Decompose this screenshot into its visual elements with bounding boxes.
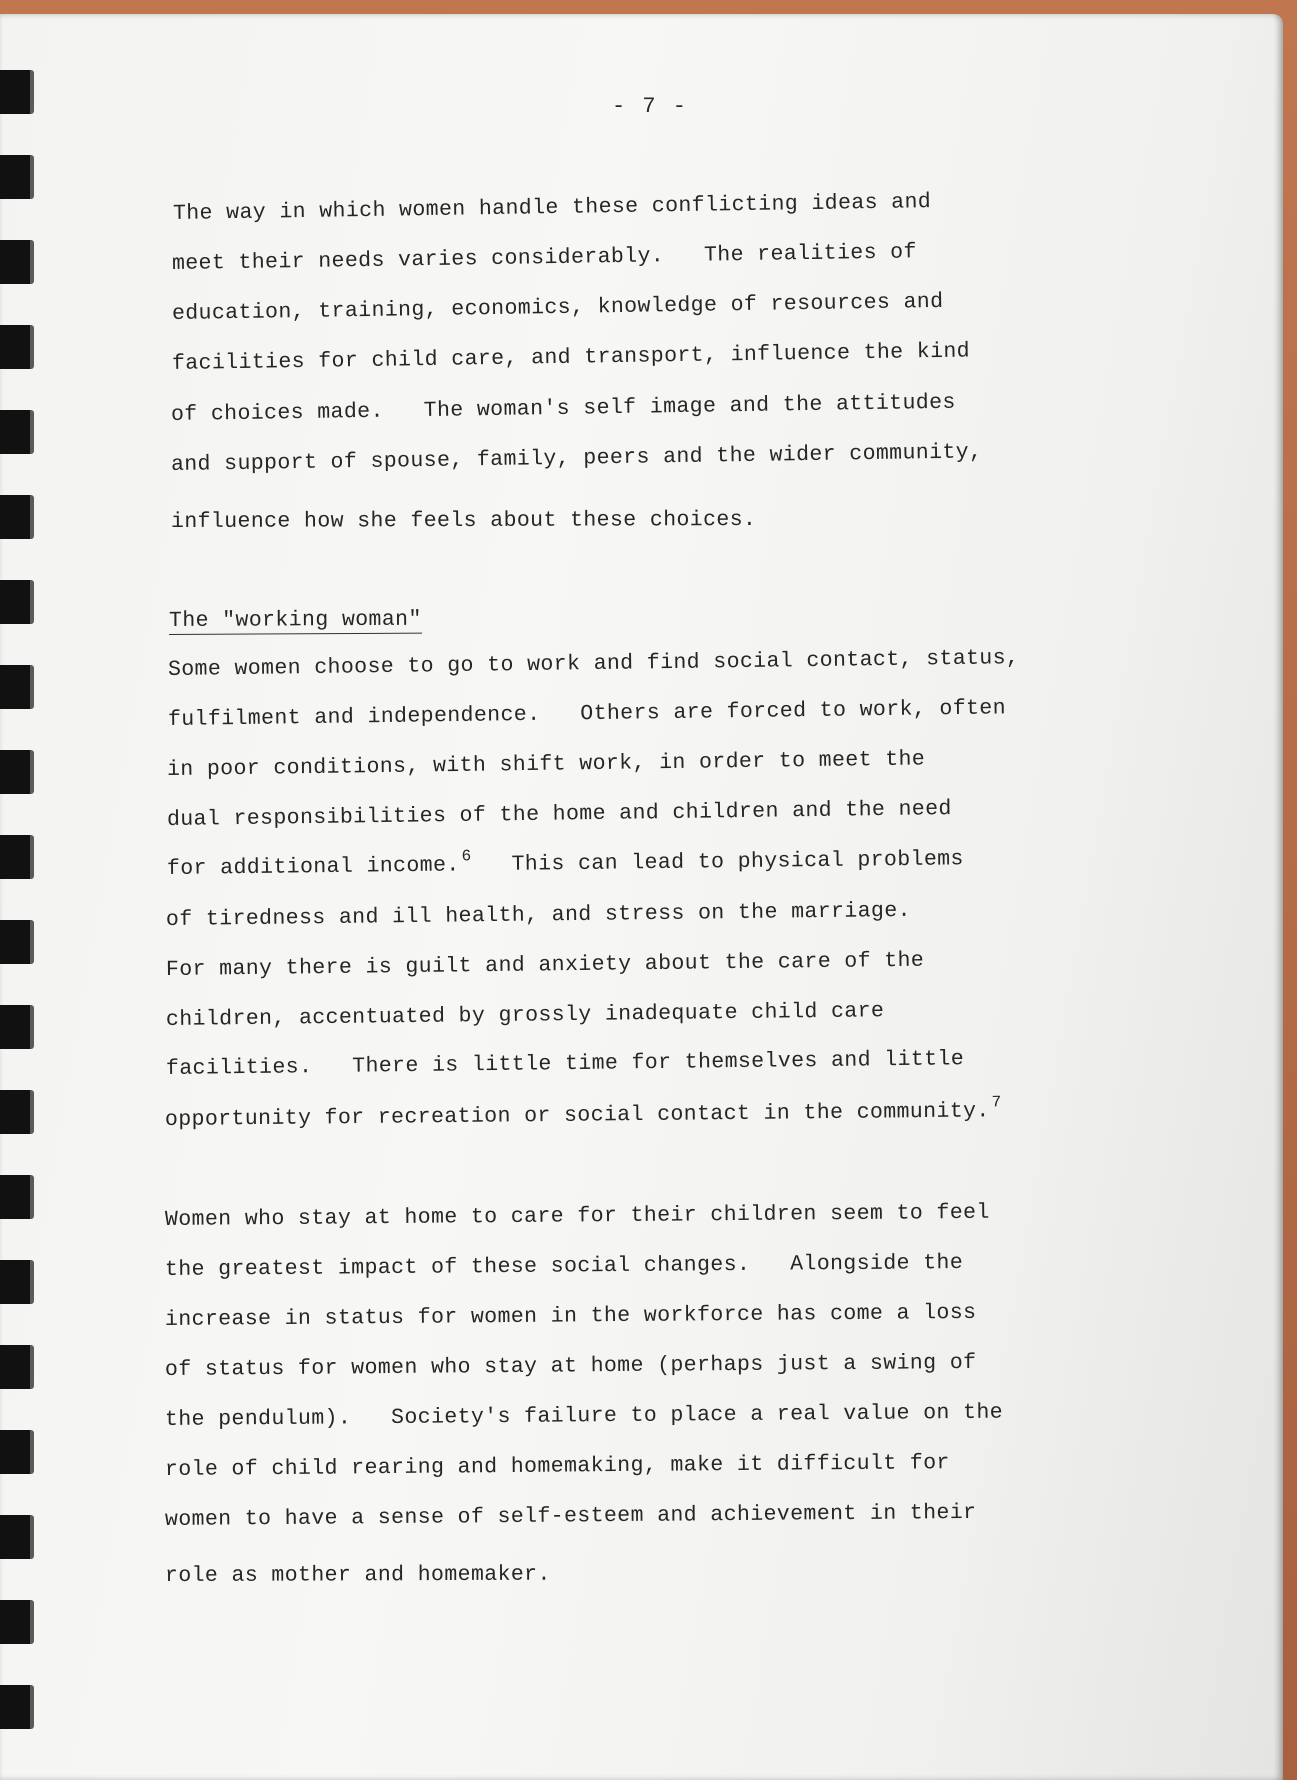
- binding-hole: [0, 1090, 34, 1134]
- paragraph-2-line: facilities. There is little time for themselves and little: [165, 1047, 965, 1081]
- paragraph-3-line: women to have a sense of self-esteem and achievement in their: [164, 1500, 977, 1532]
- paragraph-1-line: meet their needs varies considerably. The realities of: [171, 240, 918, 276]
- paragraph-1-line: and support of spouse, family, peers and the wider community,: [170, 440, 983, 477]
- binding-hole: [0, 1260, 34, 1304]
- binding-hole: [0, 410, 34, 454]
- paragraph-2-text: opportunity for recreation or social contact in the community.: [164, 1099, 990, 1132]
- binding-hole: [0, 1430, 34, 1474]
- binding-hole: [0, 1685, 34, 1729]
- paragraph-3-line: the greatest impact of these social changes. Alongside the: [164, 1251, 964, 1282]
- paragraph-3-line: role of child rearing and homemaking, make it difficult for: [164, 1451, 950, 1482]
- page-number: - 7 -: [611, 94, 688, 119]
- spiral-binding: [0, 14, 42, 1780]
- paragraph-2-line: dual responsibilities of the home and children and the need: [166, 797, 952, 832]
- binding-hole: [0, 750, 34, 794]
- paragraph-2-text: for additional income.: [166, 853, 460, 881]
- paragraph-1-line: facilities for child care, and transport, influence the kind: [171, 339, 971, 376]
- binding-hole: [0, 240, 34, 284]
- binding-hole: [0, 495, 34, 539]
- paragraph-3-line: role as mother and homemaker.: [164, 1562, 551, 1588]
- binding-hole: [0, 1600, 34, 1644]
- section-heading: The "working woman": [168, 607, 422, 633]
- binding-hole: [0, 1005, 34, 1049]
- page-edge-shadow: [1273, 14, 1283, 1780]
- paragraph-1-line: education, training, economics, knowledge of resources and: [171, 289, 944, 326]
- binding-hole: [0, 70, 34, 114]
- paragraph-3-line: Women who stay at home to care for their children seem to feel: [164, 1200, 990, 1232]
- paragraph-3-line: of status for women who stay at home (perhaps just a swing of: [164, 1350, 977, 1382]
- paragraph-2-line: fulfilment and independence. Others are forced to work, often: [167, 696, 1007, 732]
- binding-hole: [0, 835, 34, 879]
- paragraph-2-line: For many there is guilt and anxiety about the care of the: [165, 948, 925, 982]
- paragraph-2-line: in poor conditions, with shift work, in order to meet the: [166, 747, 926, 782]
- binding-hole: [0, 1345, 34, 1389]
- binding-hole: [0, 325, 34, 369]
- paragraph-2-text: This can lead to physical problems: [471, 847, 964, 878]
- paragraph-1-line: of choices made. The woman's self image and the attitudes: [170, 390, 956, 427]
- paragraph-2-line: Some women choose to go to work and find social contact, status,: [167, 646, 1020, 682]
- binding-hole: [0, 665, 34, 709]
- paragraph-1-line: influence how she feels about these choices.: [170, 507, 757, 534]
- binding-hole: [0, 1175, 34, 1219]
- paragraph-2-line: of tiredness and ill health, and stress on the marriage.: [165, 898, 912, 932]
- footnote-marker: 6: [461, 847, 472, 866]
- paragraph-3-line: the pendulum). Society's failure to place a real value on the: [164, 1400, 1004, 1432]
- binding-hole: [0, 155, 34, 199]
- paragraph-3-line: increase in status for women in the workforce has come a loss: [164, 1300, 977, 1332]
- paragraph-2-line: children, accentuated by grossly inadequate child care: [165, 999, 885, 1032]
- paragraph-1-line: The way in which women handle these conflicting ideas and: [172, 190, 932, 226]
- binding-hole: [0, 920, 34, 964]
- footnote-marker: 7: [991, 1093, 1002, 1112]
- binding-hole: [0, 1515, 34, 1559]
- binding-hole: [0, 580, 34, 624]
